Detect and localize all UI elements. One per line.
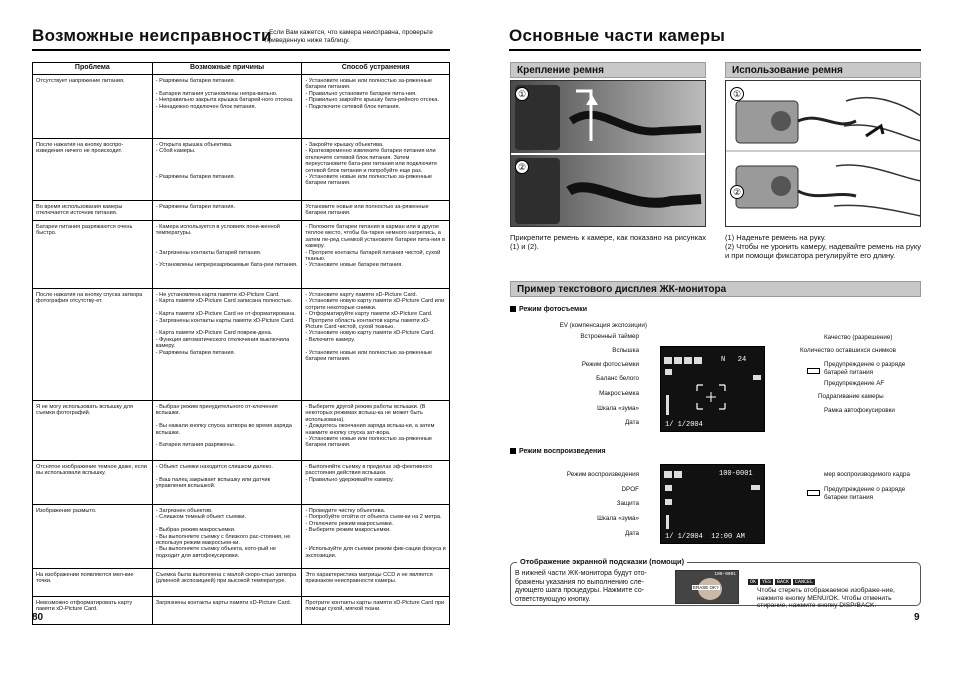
thumb-frame-number: 100-0001 xyxy=(714,572,736,577)
cause-cell: - Камера используется в условиях пони-женной температуры. - Загрязнены контакты батарей питания. - Установлены непререзаряжаемые бата-реи питания. xyxy=(152,221,302,289)
help-thumbnail xyxy=(675,570,739,604)
fix-cell: - Выполняйте съемку в пределах эф-фективного расстояния действия вспышки. - Правильно удерживайте камеру. xyxy=(302,461,450,505)
table-row xyxy=(33,221,450,289)
lcd-top-readout: N 24 xyxy=(721,356,747,364)
label-protect: Защита xyxy=(616,500,639,507)
label-self-timer: Встроенный таймер xyxy=(580,333,639,340)
label-shots-remaining: Количество оставшихся снимков xyxy=(800,347,896,354)
column-header: Способ устранения xyxy=(302,63,450,75)
help-text: В нижней части ЖК-монитора будут ото-бражены указания по выполнению сле-дующего шага процедуры. Нажмите со-ответствующую кнопку. xyxy=(515,570,647,603)
label-shooting-mode: Режим фотосъемки xyxy=(581,361,639,368)
cancel-key: CANCEL xyxy=(795,579,814,585)
problem-cell: Отсутствует напряжение питания. xyxy=(33,75,153,139)
page-title: Возможные неисправности xyxy=(32,26,272,45)
table-header-row xyxy=(33,63,450,75)
label-zoom-bar-play: Шкала «зума» xyxy=(597,515,639,522)
problem-cell: Батареи питания разряжаются очень быстро. xyxy=(33,221,153,289)
cause-cell: - Объект съемки находится слишком далеко. - Ваш палец закрывает вспышку или датчик управления вспышкой. xyxy=(152,461,302,505)
intro-note: - Если Вам кажется, что камера неисправна, проверьте приведенную ниже таблицу. xyxy=(265,29,433,44)
problem-cell: После нажатия на кнопку воспро-изведения ничего не происходит. xyxy=(33,139,153,201)
problem-cell: Изображение размыто. xyxy=(33,505,153,569)
label-white-balance: Баланс белого xyxy=(596,375,639,382)
label-flash: Вспышка xyxy=(612,347,639,354)
lcd-date-readout: 1/ 1/2004 12:00 AM xyxy=(665,533,745,541)
lcd-frame-readout: 100-0001 xyxy=(719,470,753,478)
right-page xyxy=(477,0,954,675)
label-quality: Качество (разрешение) xyxy=(824,334,893,341)
cause-cell: - Открыта крышка объектива. - Сбой камеры. - Разряжены батареи питания. xyxy=(152,139,302,201)
bullet-square-icon xyxy=(510,306,516,312)
lcd-date-readout: 1/ 1/2004 xyxy=(665,421,703,429)
back-key: BACK xyxy=(777,579,790,585)
table-row xyxy=(33,569,450,597)
problem-cell: После нажатия на кнопку спуска затвора фотография отсутству-ет. xyxy=(33,289,153,401)
column-header: Возможные причины xyxy=(152,63,302,75)
cause-cell: - Не установлена карта памяти xD-Picture Card. - Карта памяти xD-Picture Card записана полностью. - Карта памяти xD-Picture Card не от-форматирована. - Загрязнены контакты карты памяти xD-Picture Card. - Карта памяти xD-Picture Card повреж-дена. - Функция автоматического отключения выключила камеру. - Разряжены батареи питания. xyxy=(152,289,302,401)
battery-icon xyxy=(807,490,820,496)
title-rule xyxy=(509,49,921,51)
step-marker-2: ② xyxy=(730,185,744,199)
troubleshooting-table xyxy=(32,62,450,625)
label-playback-mode: Режим воспроизведения xyxy=(566,471,639,478)
problem-cell: Невозможно отформатировать карту памяти xD-Picture Card. xyxy=(33,597,153,625)
table-row xyxy=(33,75,450,139)
step-marker-2: ② xyxy=(515,160,529,174)
fix-cell: - Установите карту памяти xD-Picture Card. - Установите новую карту памяти xD-Picture Card или сотрите некоторые снимки. - Отформатируйте карту памяти xD-Picture Card. - Протрите область контактов карты памяти xD-Picture Card чистой, сухой тканью. - Установите новую карту памяти xD-Picture Card. - Включите камеру. - Установите новые или полностью за-ряженные батареи питания. xyxy=(302,289,450,401)
strap-attach-photo xyxy=(510,80,706,227)
table-row xyxy=(33,139,450,201)
problem-cell: Во время использования камеры отключается источник питания. xyxy=(33,201,153,221)
cause-cell: - Выбран режим принудительного от-ключения вспышки. - Вы нажали кнопку спуска затвора во время заряда вспышки. - Батареи питания разряжены. xyxy=(152,401,302,461)
problem-cell: Отснятое изображение темное даже, если вы использовали вспышку. xyxy=(33,461,153,505)
cause-cell: - Загрязнен объектив. - Слишком темный объект съемки. - Выбран режим макросъемки. - Вы выполняете съемку с близкого рас-стояния, не используя режим макросъем-ки. - Вы выполняете съемку объекта, кото-рый не подходит для автофокусировки. xyxy=(152,505,302,569)
step-marker-1: ① xyxy=(730,87,744,101)
label-macro: Макросъемка xyxy=(599,390,639,397)
fix-cell: Протрите контакты карты памяти xD-Picture Card при помощи сухой, мягкой ткани. xyxy=(302,597,450,625)
page-number: 9 xyxy=(914,612,920,623)
cause-cell: - Разряжены батареи питания. - Батареи питания установлены непра-вильно. - Неправильно закрыта крышка батарей-ного отсека. - Ненадежно подключен блок питания. xyxy=(152,75,302,139)
section-heading-strap-use: Использование ремня xyxy=(725,62,921,78)
section-heading-strap-attach: Крепление ремня xyxy=(510,62,706,78)
table-row xyxy=(33,289,450,401)
step-marker-1: ① xyxy=(515,87,529,101)
label-battery-warning: Предупреждение о разряде батарей питания xyxy=(824,361,906,376)
title-rule xyxy=(32,49,450,51)
play-mode-title: Режим воспроизведения xyxy=(510,448,606,455)
section-heading-lcd: Пример текстового дисплея ЖК-монитора xyxy=(510,281,921,297)
fix-cell: - Выберите другой режим работы вспышки. (В некоторых режимах вспыш-ка не может быть использована). - Дождитесь окончания заряда вспыш-ки, а затем нажмите кнопку спуска зат-вора. - Установите новые или полностью за-ряженные батареи питания. xyxy=(302,401,450,461)
page-title: Основные части камеры xyxy=(509,26,726,45)
table-row xyxy=(33,461,450,505)
bullet-square-icon xyxy=(510,448,516,454)
label-af-warning: Предупреждение AF xyxy=(824,380,885,387)
label-camera-shake: Подрагивание камеры xyxy=(818,393,884,400)
table-row xyxy=(33,401,450,461)
help-text-erase: Чтобы стереть отображаемое изображе-ние, нажмите кнопку MENU/OK. Чтобы отменить стирание, нажмите кнопку DISP/BACK. xyxy=(757,587,895,609)
battery-icon xyxy=(807,368,820,374)
page-number: 80 xyxy=(32,612,44,623)
help-box-title: Отображение экранной подсказки (помощи) xyxy=(517,557,687,566)
table-row xyxy=(33,597,450,625)
label-date-play: Дата xyxy=(625,530,639,537)
fix-cell: - Закройте крышку объектива. - Кратковременно извлеките батареи питания или отключите сетевой блок питания. Затем переустановите бата-реи питания или подключите сетевой блок питания и попробуйте еще раз. - Установите новые или полностью за-ряженные батареи питания. xyxy=(302,139,450,201)
table-row xyxy=(33,201,450,221)
table-row xyxy=(33,505,450,569)
label-zoom-bar: Шкала «зума» xyxy=(597,405,639,412)
label-af-frame: Рамка автофокусировки xyxy=(824,407,895,414)
label-dpof: DPOF xyxy=(621,486,639,493)
lcd-play-mode xyxy=(660,464,765,544)
fix-cell: Это характеристика матрицы CCD и не является признаком неисправности камеры. xyxy=(302,569,450,597)
cause-cell: - Разряжены батареи питания. xyxy=(152,201,302,221)
fix-cell: - Установите новые или полностью за-ряженные батареи питания. - Правильно установите батареи пита-ния. - Правильно закройте крышку бата-рейного отсека. - Подключите сетевой блок питания. xyxy=(302,75,450,139)
cause-cell: Съемка была выполнена с малой скоро-стью затвора (длинной экспозицией) при высокой температуре. xyxy=(152,569,302,597)
fix-cell: - Проведите чистку объектива. - Попробуйте отойти от объекта съем-ки на 2 метра. - Отключите режим макросъемки. - Выберите режим макросъемки. - Используйте для съемки режим фик-сации фокуса и экспозиции. xyxy=(302,505,450,569)
label-battery-warning-play: Предупреждение о разряде батареи питания xyxy=(824,486,906,501)
label-frame-number: мер воспроизводимого кадра xyxy=(824,471,910,478)
strap-use-illustration xyxy=(725,80,921,227)
help-button-strip xyxy=(748,579,815,585)
problem-cell: Я не могу использовать вспышку для съемки фотографий. xyxy=(33,401,153,461)
yes-key: YES xyxy=(762,579,772,585)
fix-cell: - Положите батареи питания в карман или в другое теплое место, чтобы ба-тареи немного нагрелись, а затем пе-ред съемкой установите батареи пита-ния в камеру. - Протрите контакты батарей питания чистой, сухой тканью. - Установите новые батареи питания. xyxy=(302,221,450,289)
label-ev: EV (компенсация экспозиции) xyxy=(559,322,647,329)
fix-cell: Установите новые или полностью за-ряженные батареи питания. xyxy=(302,201,450,221)
lcd-photo-mode xyxy=(660,346,765,432)
label-date: Дата xyxy=(625,419,639,426)
strap-use-text: (1) Наденьте ремень на руку. (2) Чтобы не уронить камеру, надевайте ремень на руку и при помощи фиксатора регулируйте его длину. xyxy=(725,233,921,260)
column-header: Проблема xyxy=(33,63,153,75)
cause-cell: Загрязнены контакты карты памяти xD-Picture Card. xyxy=(152,597,302,625)
ok-key: OK xyxy=(750,579,757,585)
problem-cell: На изображении появляются мел-кие точки. xyxy=(33,569,153,597)
strap-attach-text: Прикрепите ремень к камере, как показано на рисунках (1) и (2). xyxy=(510,233,706,251)
thumb-erase-label: ERASE OK? xyxy=(693,585,719,590)
photo-mode-title: Режим фотосъемки xyxy=(510,306,587,313)
